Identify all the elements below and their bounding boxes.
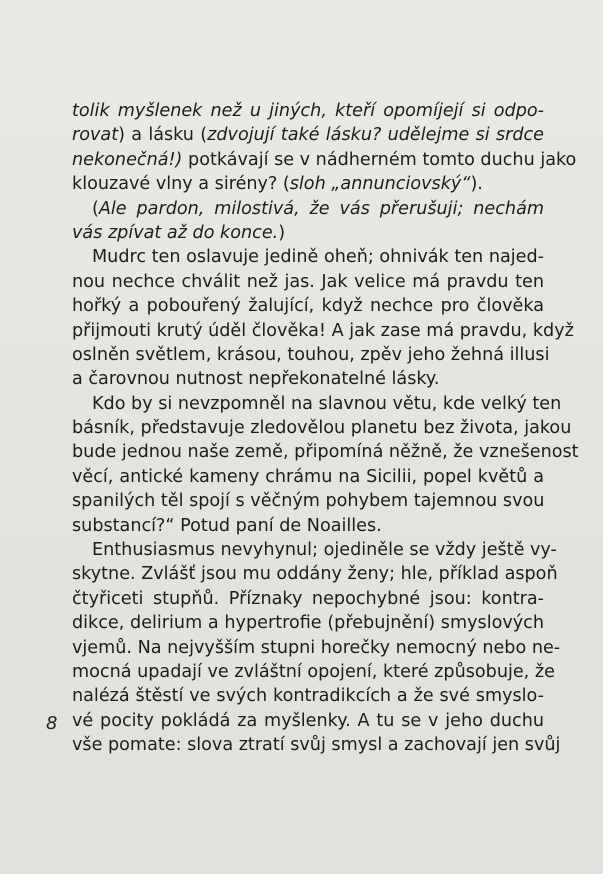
- line-21-segment-1: čtyřiceti stupňů. Příznaky nepochybné jsou: kontra-: [72, 588, 544, 609]
- line-13-segment-1: Kdo by si nevzpomněl na slavnou větu, kde velký ten: [92, 393, 562, 414]
- text-line-16: [72, 465, 544, 489]
- line-17-segment-1: spanilých těl spojí s věčným pohybem tajemnou svou: [72, 491, 545, 512]
- page-text: [72, 99, 579, 758]
- text-line-11: [72, 343, 550, 367]
- line-11-segment-1: oslněn světlem, krásou, touhou, zpěv jeho žehná illusi: [72, 344, 550, 365]
- text-line-9: [72, 294, 544, 318]
- line-26-segment-1: vé pocity pokládá za myšlenky. A tu se v jeho duchu: [72, 710, 544, 731]
- line-3-segment-2: potkávají se v nádherném tomto duchu jako: [182, 149, 577, 170]
- text-line-22: [72, 611, 544, 635]
- line-14-segment-1: básník, představuje zledovělou planetu bez života, jakou: [72, 418, 572, 439]
- page-number: 8: [46, 713, 58, 734]
- line-9-segment-1: hořký a pobouřený žalující, když nechce pro člověka: [72, 296, 544, 317]
- line-24-segment-1: mocná upadají ve zvláštní opojení, které způsobuje, že: [72, 661, 555, 682]
- line-16-segment-1: věcí, antické kameny chrámu na Sicilii, popel květů a: [72, 466, 544, 487]
- line-18-segment-1: substancí?“ Potud paní de Noailles.: [72, 515, 382, 536]
- line-23-segment-1: vjemů. Na nejvyšším stupni horečky nemocný nebo ne-: [72, 637, 561, 658]
- line-22-segment-1: dikce, delirium a hypertrofie (přebujnění) smyslových: [72, 613, 544, 634]
- text-line-5: [72, 197, 544, 221]
- line-4-segment-3: ).: [470, 174, 483, 195]
- line-12-segment-1: a čarovnou nutnost nepřekonatelné lásky.: [72, 369, 440, 390]
- line-4-segment-1: klouzavé vlny a sirény? (: [72, 174, 290, 195]
- text-line-6: [72, 221, 544, 245]
- line-2-segment-2: ) a lásku (: [118, 125, 208, 146]
- line-15-segment-1: bude jednou naše země, připomíná něžně, že vznešenost: [72, 442, 579, 463]
- text-line-7: [72, 245, 544, 269]
- text-line-3: [72, 148, 577, 172]
- line-7-segment-1: Mudrc ten oslavuje jedině oheň; ohnivák ten najed-: [92, 247, 544, 268]
- text-line-4: [72, 172, 544, 196]
- text-line-14: [72, 416, 572, 440]
- text-line-25: [72, 684, 544, 708]
- text-line-23: [72, 636, 561, 660]
- text-line-17: [72, 489, 544, 513]
- line-25-segment-1: nalézá štěstí ve svých kontradikcích a že své smyslo-: [72, 686, 544, 707]
- line-8-segment-1: nou nechce chválit než jas. Jak velice má pravdu ten: [72, 271, 544, 292]
- line-27-segment-1: vše pomate: slova ztratí svůj smysl a zachovají jen svůj: [72, 735, 561, 756]
- line-5-segment-1: (: [92, 198, 99, 219]
- line-10-segment-1: přijmouti krutý úděl člověka! A jak zase má pravdu, když: [72, 320, 574, 341]
- text-line-21: [72, 587, 544, 611]
- line-2-segment-1: rovat: [72, 125, 119, 146]
- text-line-24: [72, 660, 555, 684]
- line-2-segment-3: zdvojují také lásku? udělejme si srdce: [207, 125, 545, 146]
- line-6-segment-2: ): [278, 222, 286, 243]
- text-line-26: [72, 709, 544, 733]
- text-line-8: [72, 270, 544, 294]
- text-line-12: [72, 367, 544, 391]
- text-line-2: [72, 123, 544, 147]
- text-line-15: [72, 440, 579, 464]
- line-6-segment-1: vás zpívat až do konce.: [72, 222, 279, 243]
- text-line-20: [72, 562, 558, 586]
- text-line-1: [72, 99, 544, 123]
- text-line-18: [72, 514, 544, 538]
- text-line-27: [72, 733, 561, 757]
- line-1-segment-1: tolik myšlenek než u jiných, kteří opomíjejí si odpo-: [72, 101, 544, 121]
- line-5-segment-2: Ale pardon, milostivá, že vás přerušuji; nechám: [98, 198, 544, 219]
- line-3-segment-1: nekonečná!): [72, 149, 183, 170]
- text-line-13: [72, 392, 562, 416]
- text-line-10: [72, 319, 574, 343]
- line-4-segment-2: sloh „annunciovský“: [289, 174, 471, 195]
- line-20-segment-1: skytne. Zvlášť jsou mu oddány ženy; hle, příklad aspoň: [72, 564, 558, 585]
- line-19-segment-1: Enthusiasmus nevyhynul; ojediněle se vždy ještě vy-: [92, 540, 557, 561]
- text-line-19: [72, 538, 557, 562]
